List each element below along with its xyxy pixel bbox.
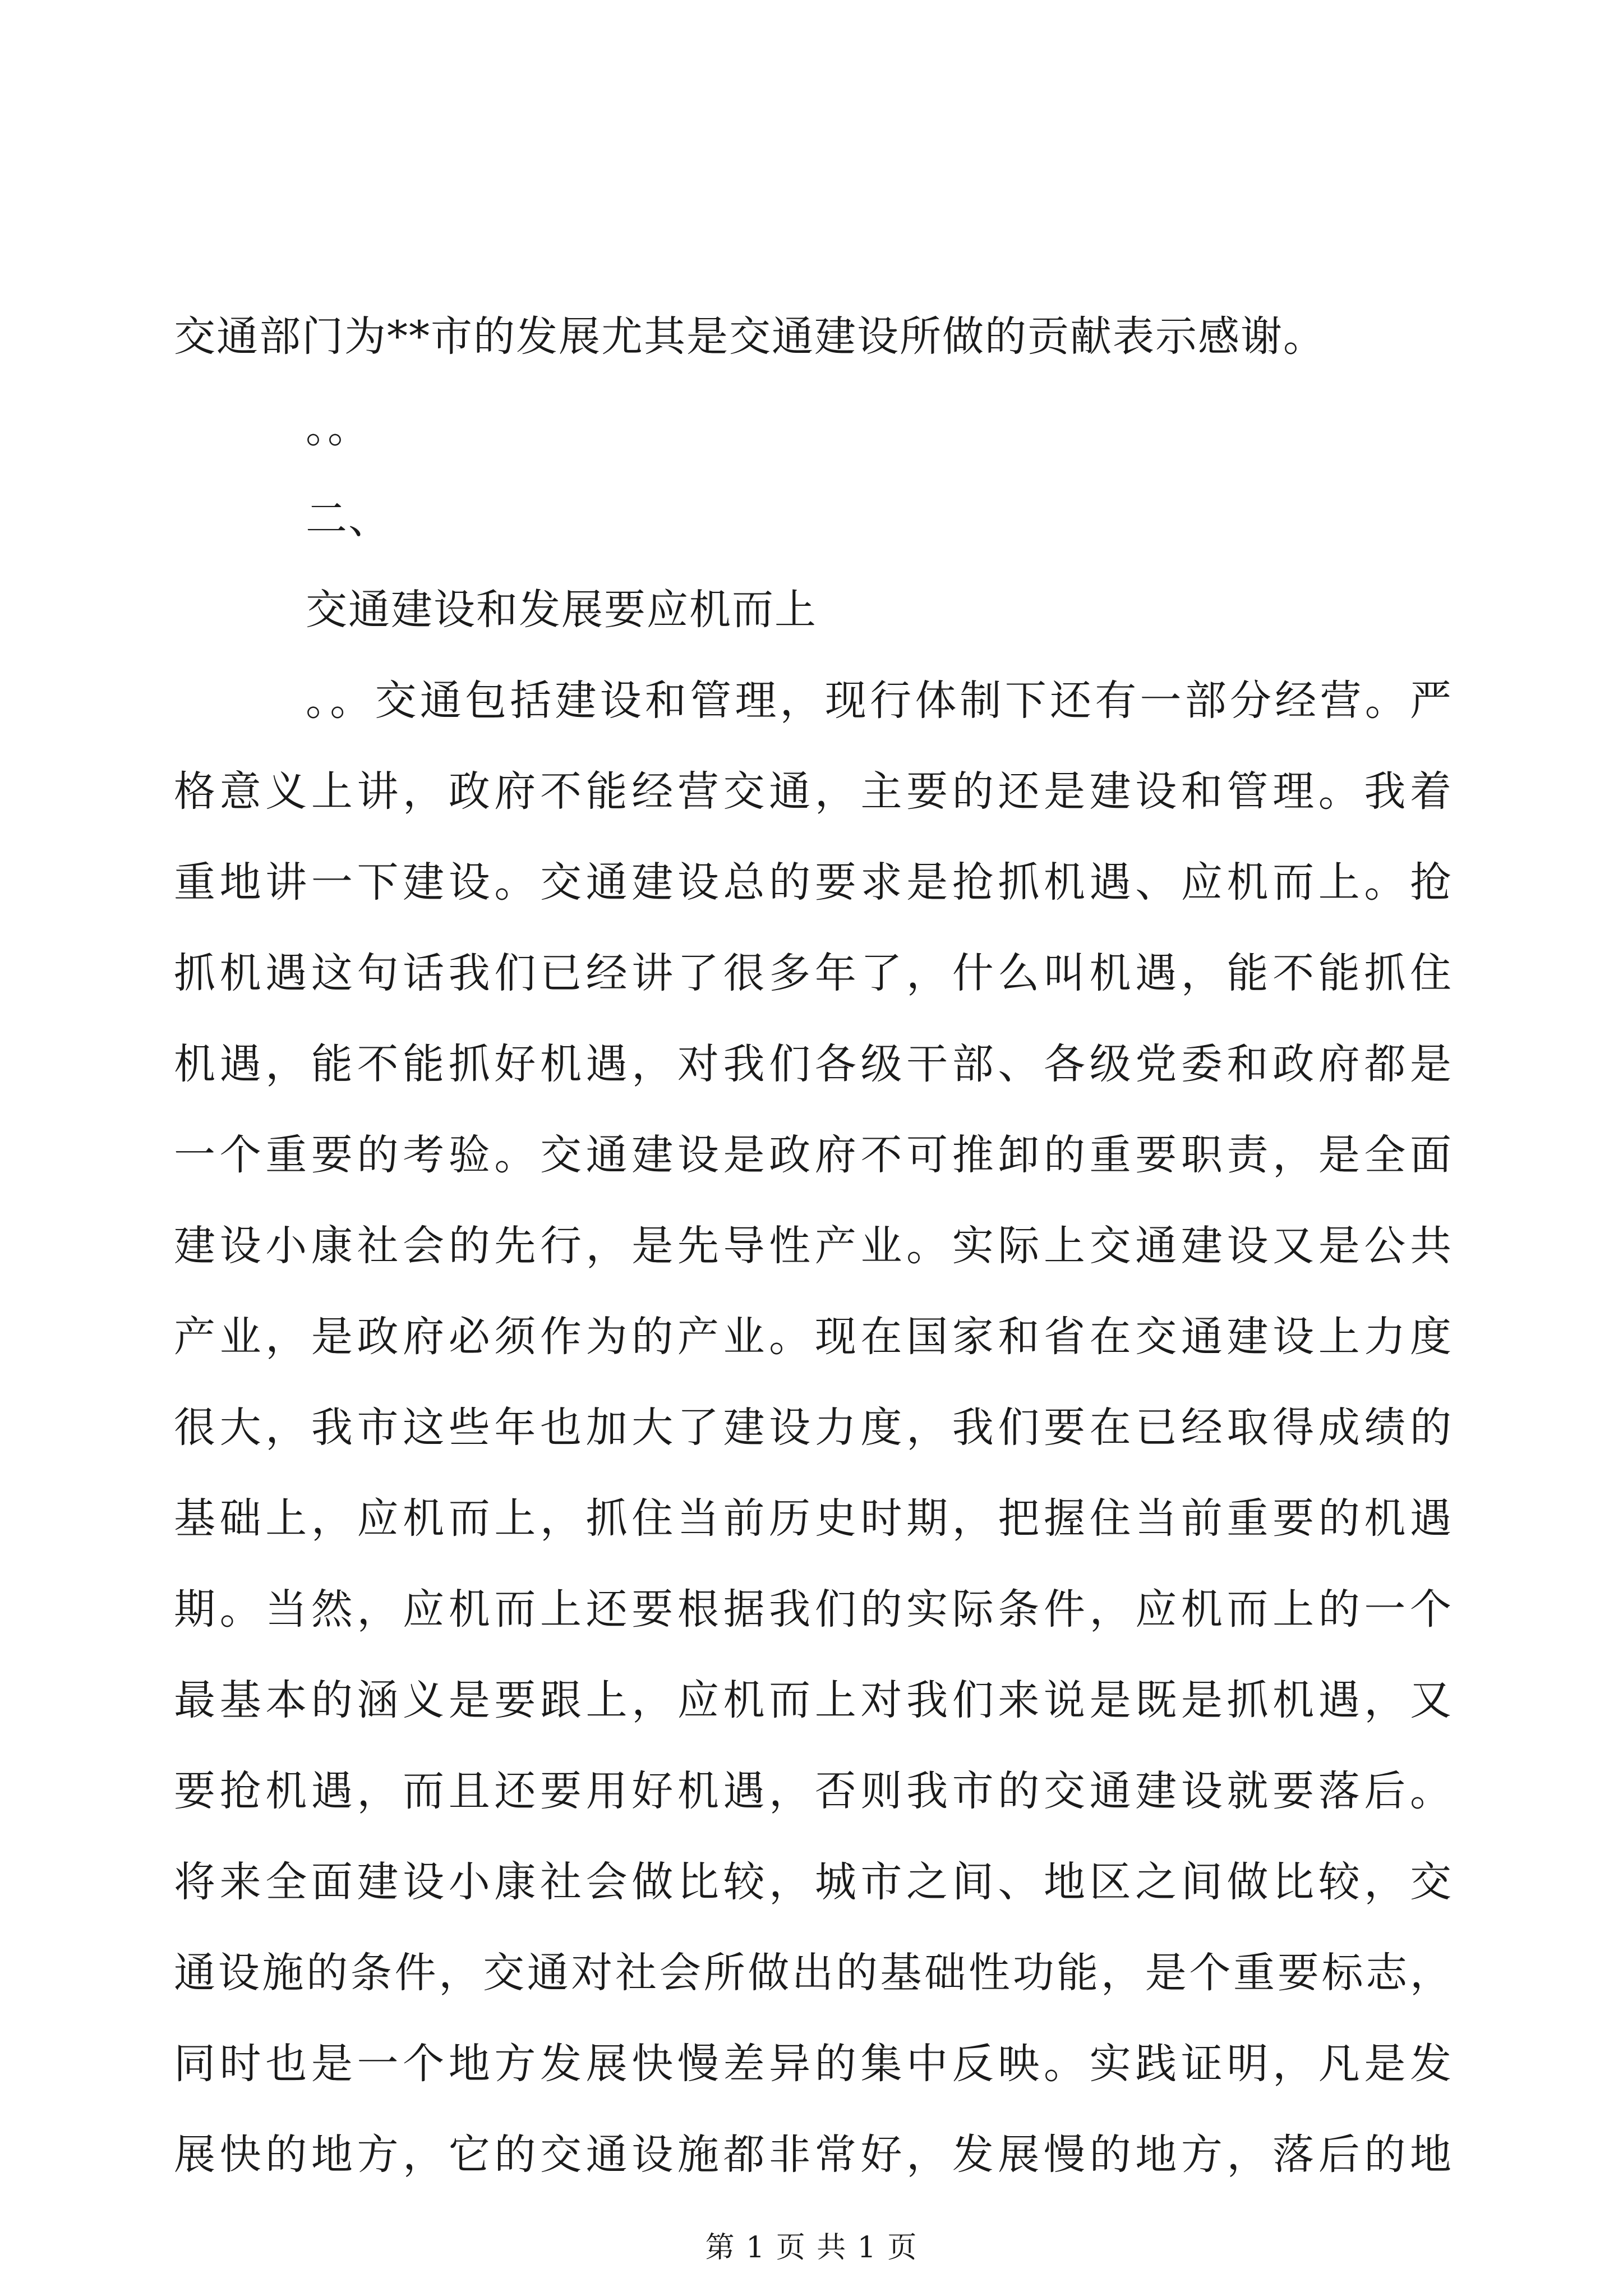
section-heading-title: 交通建设和发展要应机而上 (306, 586, 817, 634)
paragraph-line-11: 期。当然，应机而上还要根据我们的实际条件，应机而上的一个 (174, 1585, 1453, 1634)
paragraph-line-10: 基础上，应机而上，抓住当前历史时期，把握住当前重要的机遇 (174, 1494, 1453, 1543)
text-line-1: 交通部门为**市的发展尤其是交通建设所做的贡献表示感谢。 (174, 312, 1326, 361)
paragraph-line-13: 要抢机遇，而且还要用好机遇，否则我市的交通建设就要落后。 (174, 1767, 1453, 1815)
paragraph-line-9: 很大，我市这些年也加大了建设力度，我们要在已经取得成绩的 (174, 1404, 1453, 1452)
paragraph-line-8: 产业，是政府必须作为的产业。现在国家和省在交通建设上力度 (174, 1313, 1453, 1361)
paragraph-line-5: 机遇，能不能抓好机遇，对我们各级干部、各级党委和政府都是 (174, 1040, 1453, 1088)
paragraph-line-3: 重地讲一下建设。交通建设总的要求是抢抓机遇、应机而上。抢 (174, 858, 1453, 907)
text-line-2: 。。 (306, 404, 370, 452)
paragraph-line-1: 。。交通包括建设和管理，现行体制下还有一部分经营。严 (306, 677, 1453, 725)
paragraph-line-17: 展快的地方，它的交通设施都非常好，发展慢的地方，落后的地 (174, 2131, 1453, 2179)
paragraph-line-15: 通设施的条件，交通对社会所做出的基础性功能，是个重要标志， (174, 1949, 1453, 1997)
section-heading-number: 二、 (306, 495, 391, 543)
paragraph-line-14: 将来全面建设小康社会做比较，城市之间、地区之间做比较，交 (174, 1858, 1453, 1906)
page-footer: 第 1 页 共 1 页 (705, 2231, 918, 2265)
paragraph-line-2: 格意义上讲，政府不能经营交通，主要的还是建设和管理。我着 (174, 767, 1453, 816)
paragraph-line-4: 抓机遇这句话我们已经讲了很多年了，什么叫机遇，能不能抓住 (174, 949, 1453, 997)
paragraph-line-16: 同时也是一个地方发展快慢差异的集中反映。实践证明，凡是发 (174, 2040, 1453, 2088)
paragraph-line-6: 一个重要的考验。交通建设是政府不可推卸的重要职责，是全面 (174, 1131, 1453, 1179)
paragraph-line-7: 建设小康社会的先行，是先导性产业。实际上交通建设又是公共 (174, 1222, 1453, 1270)
paragraph-line-12: 最基本的涵义是要跟上，应机而上对我们来说是既是抓机遇，又 (174, 1676, 1453, 1724)
